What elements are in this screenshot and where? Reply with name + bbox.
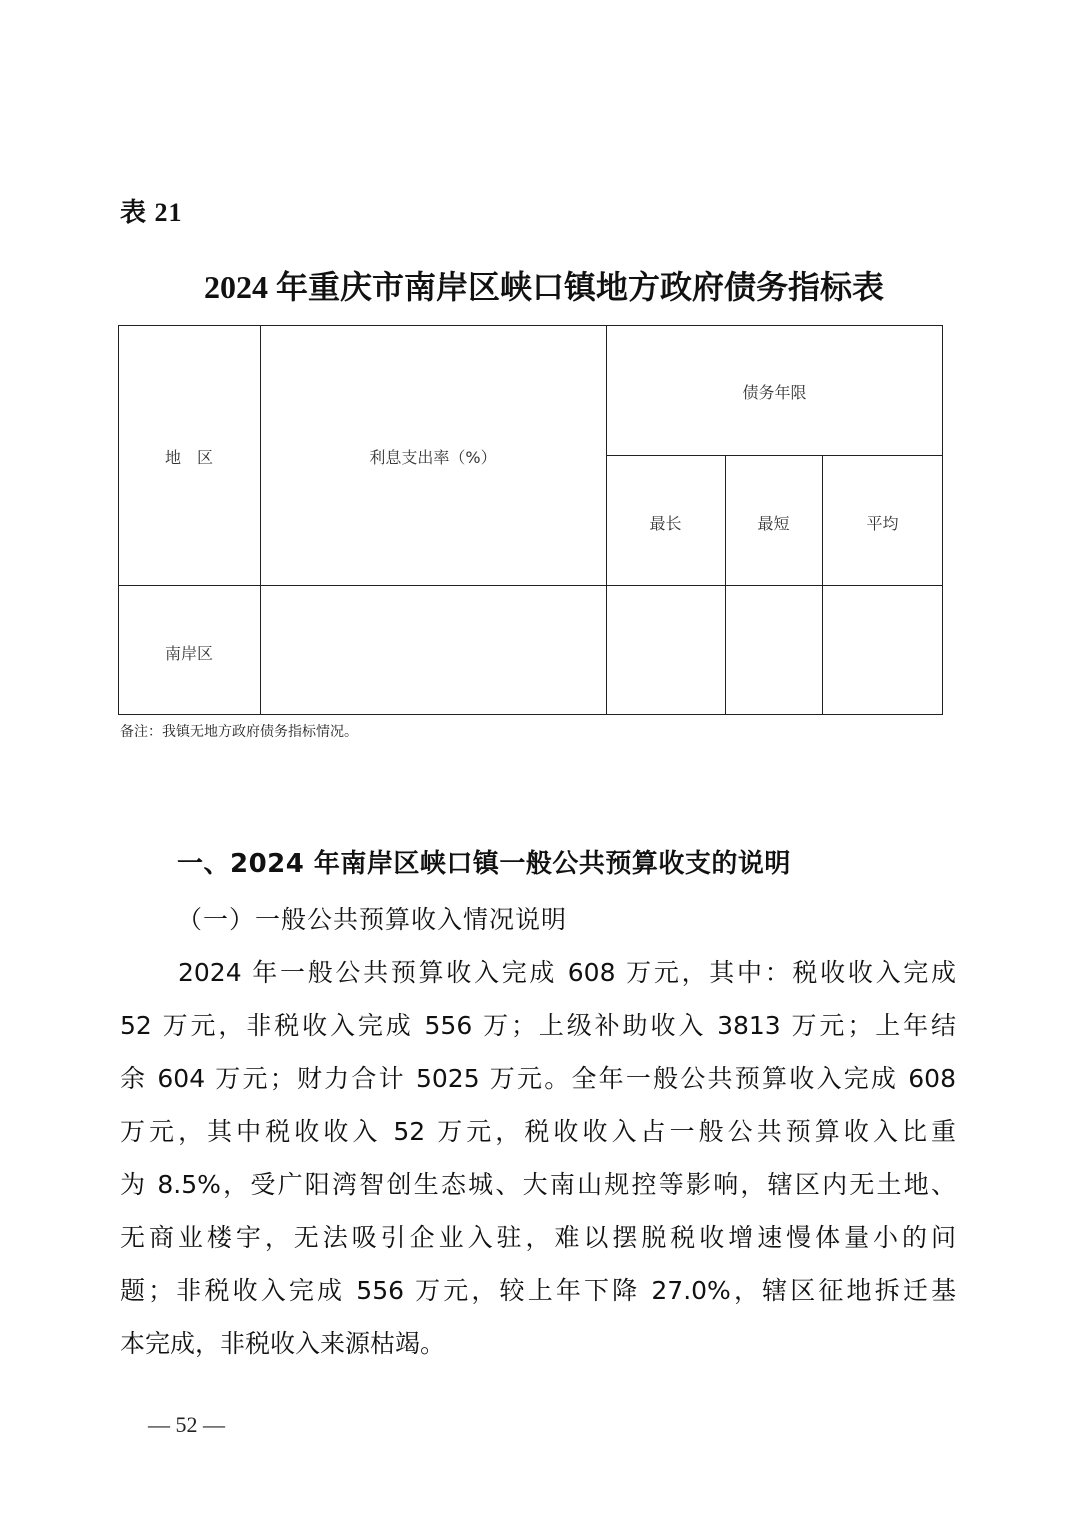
header-debt-term: 债务年限: [742, 383, 807, 402]
paragraph-line: 为 8.5%，受广阳湾智创生态城、大南山规控等影响，辖区内无土地、: [120, 1170, 956, 1199]
paragraph-line: 万元，其中税收收入 52 万元，税收收入占一般公共预算收入比重: [120, 1117, 956, 1146]
paragraph-line: 无商业楼宇，无法吸引企业入驻，难以摆脱税收增速慢体量小的问: [120, 1223, 956, 1252]
debt-indicator-table: [118, 325, 943, 715]
column-divider: [822, 455, 823, 715]
subsection-heading: （一）一般公共预算收入情况说明: [177, 905, 568, 934]
header-average: 平均: [866, 514, 899, 533]
header-bottom-line: [118, 585, 943, 586]
paragraph-line: 余 604 万元；财力合计 5025 万元。全年一般公共预算收入完成 608: [120, 1064, 956, 1093]
row-region: 南岸区: [164, 644, 213, 663]
section-heading: 一、2024 年南岸区峡口镇一般公共预算收支的说明: [177, 849, 791, 879]
column-divider: [725, 455, 726, 715]
page-title: 2024 年重庆市南岸区峡口镇地方政府债务指标表: [203, 269, 884, 305]
table-border-bottom: [118, 714, 943, 715]
page-number: — 52 —: [148, 1412, 225, 1437]
table-note: 备注：我镇无地方政府债务指标情况。: [120, 724, 358, 740]
paragraph-line: 本完成，非税收入来源枯竭。: [120, 1329, 446, 1358]
column-divider: [260, 325, 261, 715]
paragraph-line: 2024 年一般公共预算收入完成 608 万元，其中：税收收入完成: [178, 958, 956, 987]
header-interest-rate: 利息支出率（%）: [369, 448, 497, 467]
header-divider: [606, 455, 943, 456]
table-label: 表 21: [120, 198, 183, 227]
header-region: 地 区: [164, 448, 213, 467]
table-border-top: [118, 325, 943, 326]
header-shortest: 最短: [757, 514, 790, 533]
paragraph-line: 题；非税收入完成 556 万元，较上年下降 27.0%，辖区征地拆迁基: [120, 1276, 956, 1305]
paragraph-line: 52 万元，非税收入完成 556 万；上级补助收入 3813 万元；上年结: [120, 1011, 956, 1040]
header-longest: 最长: [649, 514, 682, 533]
